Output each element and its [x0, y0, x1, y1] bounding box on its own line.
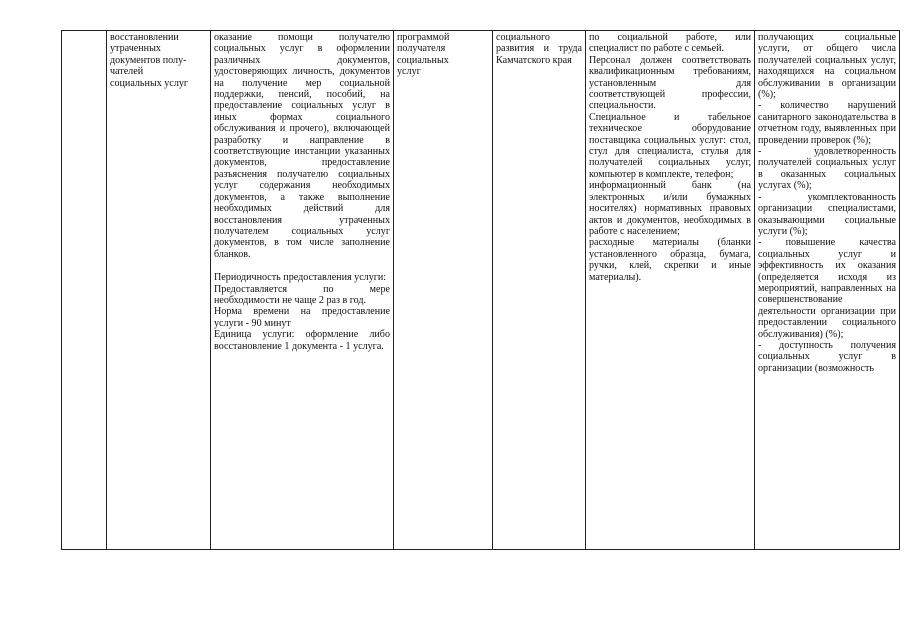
conditions-text: информационный банк (на электронных и/или бумажных носителях) нормативных правовых актов и документов, необходимых в работе с населением; [589, 180, 751, 237]
conditions-text: расходные материалы (бланки установленного образца, бумага, ручки, клей, скрепки и иные материалы). [589, 237, 751, 283]
program-line: получателя [397, 43, 446, 55]
indicator-text: - количество нарушений санитарного законодательства в отчетном году, выявленных при проведении проверок (%); [758, 100, 896, 146]
cell-service-description [211, 31, 394, 550]
conditions-text: по социальной работе, или специалист по работе с семьей. [589, 32, 751, 55]
service-name-line: утраченных [110, 43, 161, 55]
indicator-text: получающих социальные услуги, от общего числа получателей социальных услуг, находящихся на социальном обслуживании в организации (%); [758, 32, 896, 101]
indicator-text: - укомплектованность организации специалистами, оказывающими социальные услуги (%); [758, 191, 896, 237]
conditions-text: Специальное и табельное техническое оборудование поставщика социальных услуг: стол, стул для специалиста, стулья для получателей социальных услуг, компьютер в комплекте, телефон; [589, 111, 751, 180]
service-name-line: социальных услуг [110, 77, 189, 89]
cell-service-name [107, 31, 211, 550]
cell-program [394, 31, 493, 550]
service-name-line: чателей [110, 66, 144, 78]
ministry-text: социального развития и труда Камчатского края [496, 32, 582, 66]
program-line: социальных [397, 54, 449, 66]
periodicity-text: Предоставляется по мере необходимости не чаще 2 раз в год. [214, 283, 390, 306]
program-line: программой [397, 32, 450, 43]
time-norm: Норма времени на предоставление услуги - 90 минут [214, 306, 390, 329]
service-name-line: восстановлении [110, 32, 179, 43]
cell-conditions [586, 31, 755, 550]
cell-number [62, 31, 107, 550]
indicator-text: - доступность получения социальных услуг в организации (возможность [758, 339, 896, 374]
cell-quality-indicators [755, 31, 900, 550]
indicator-text: - повышение качества социальных услуг и эффективность их оказания (определяется исходя из мероприятий, направленных на совершенствование деятельности организации при предоставлении социального обслуживания) (%); [758, 237, 896, 340]
indicator-text: - удовлетворенность получателей социальных услуг в оказанных социальных услугах (%); [758, 146, 896, 192]
conditions-text: Персонал должен соответствовать квалификационным требованиям, установленным для соответствующей профессии, специальности. [589, 54, 751, 112]
table-row [62, 31, 900, 550]
service-name-line: документов полу- [110, 54, 187, 66]
program-line: услуг [397, 66, 421, 78]
periodicity-title: Периодичность предоставления услуги: [214, 272, 387, 284]
service-unit: Единица услуги: оформление либо восстановление 1 документа - 1 услуга. [214, 329, 390, 352]
service-standard-table [61, 30, 900, 550]
service-description: оказание помощи получателю социальных услуг в оформлении различных документов, удостоверяющих личность, документов на получение мер социальной поддержки, пенсий, пособий, на предоставление социальных услуг в иных формах социального обслуживания и прочего), включающей разработку и направление в соответствующие инстанции указанных документов, предоставление разъяснения получателю социальных услуг содержания необходимых документов, а также выполнение необходимых действий для восстановления утраченных получателем социальных услуг документов, в том числе заполнение бланков. [214, 32, 390, 260]
cell-ministry [493, 31, 586, 550]
